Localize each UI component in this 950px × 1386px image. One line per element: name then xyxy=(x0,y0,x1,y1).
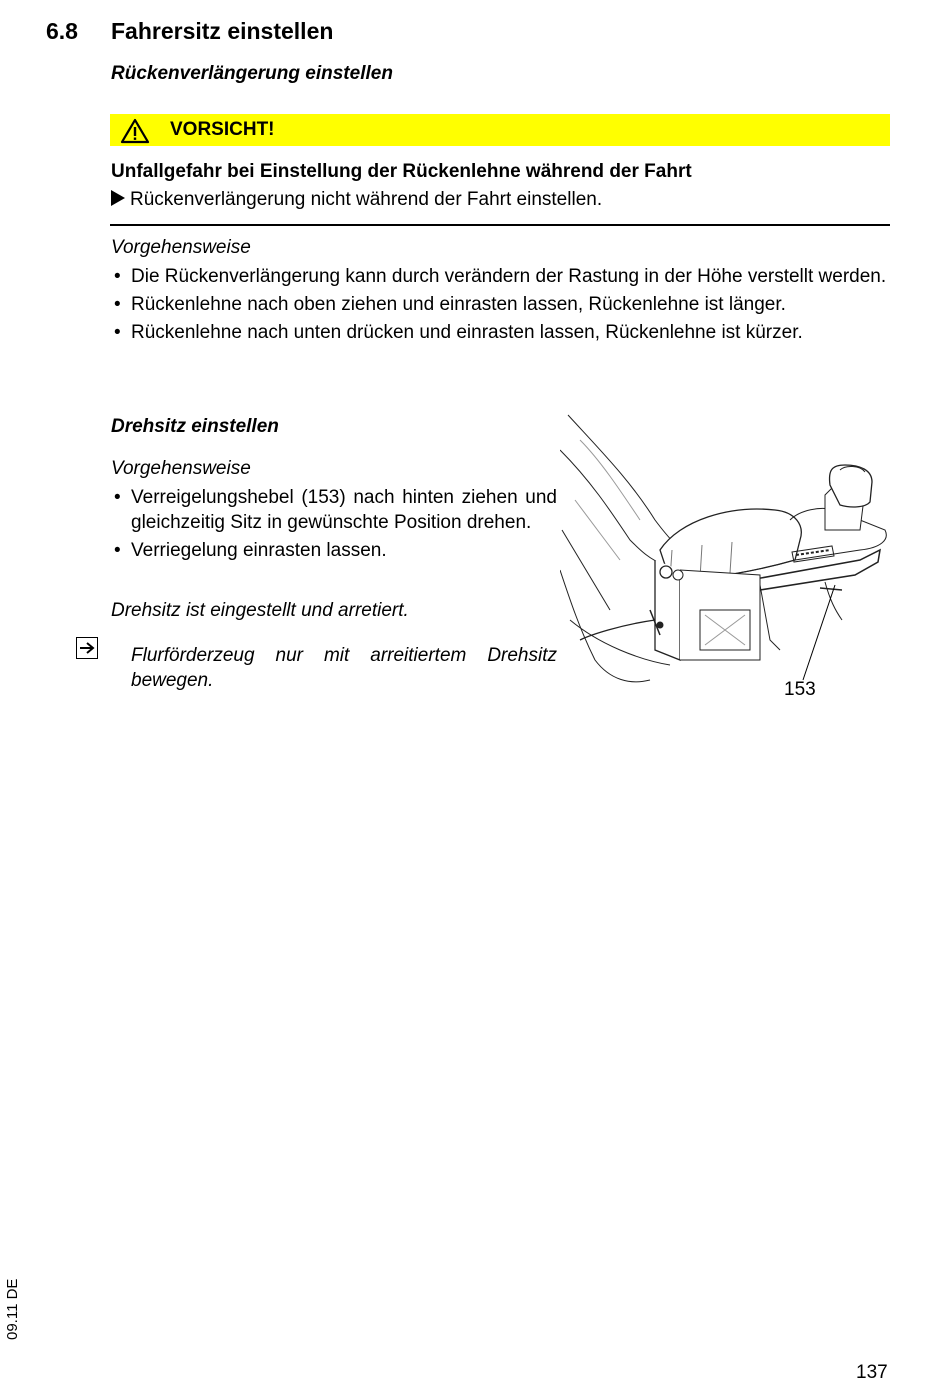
action-text: Rückenverlängerung nicht während der Fahrt einstellen. xyxy=(130,189,603,210)
swivel-heading: Drehsitz einstellen xyxy=(111,416,279,437)
list-item: • Verreigelungshebel (153) nach hinten ziehen und gleichzeitig Sitz in gewünschte Position drehen. xyxy=(111,485,557,535)
warning-triangle-icon xyxy=(120,118,150,144)
procedure-label: Vorgehensweise xyxy=(111,237,251,258)
hazard-text: Unfallgefahr bei Einstellung der Rückenlehne während der Fahrt xyxy=(111,161,692,182)
divider xyxy=(110,224,890,226)
result-text: Drehsitz ist eingestellt und arretiert. xyxy=(111,600,409,621)
warning-bar xyxy=(110,114,890,146)
figure-callout-label: 153 xyxy=(784,679,816,700)
backrest-heading: Rückenverlängerung einstellen xyxy=(111,63,393,84)
page-number: 137 xyxy=(856,1362,888,1383)
list-item: • Rückenlehne nach unten drücken und einrasten lassen, Rückenlehne ist kürzer. xyxy=(111,320,893,345)
backrest-steps xyxy=(111,264,893,348)
action-line xyxy=(111,189,602,211)
warning-label: VORSICHT! xyxy=(170,119,275,140)
procedure-label: Vorgehensweise xyxy=(111,458,251,479)
action-arrow-icon xyxy=(111,190,125,206)
section-number: 6.8 xyxy=(46,18,78,44)
note-text: Flurförderzeug nur mit arreitiertem Drehsitz bewegen. xyxy=(131,645,557,691)
list-item: • Rückenlehne nach oben ziehen und einrasten lassen, Rückenlehne ist länger. xyxy=(111,292,893,317)
list-item: • Die Rückenverlängerung kann durch verändern der Rastung in der Höhe verstellt werden. xyxy=(111,264,893,289)
list-item: • Verriegelung einrasten lassen. xyxy=(111,538,557,563)
arrow-right-box-icon xyxy=(76,637,98,659)
seat-figure xyxy=(560,410,900,710)
swivel-steps xyxy=(111,485,557,566)
section-title: Fahrersitz einstellen xyxy=(111,18,334,44)
footer-date: 09.11 DE xyxy=(4,1278,21,1340)
